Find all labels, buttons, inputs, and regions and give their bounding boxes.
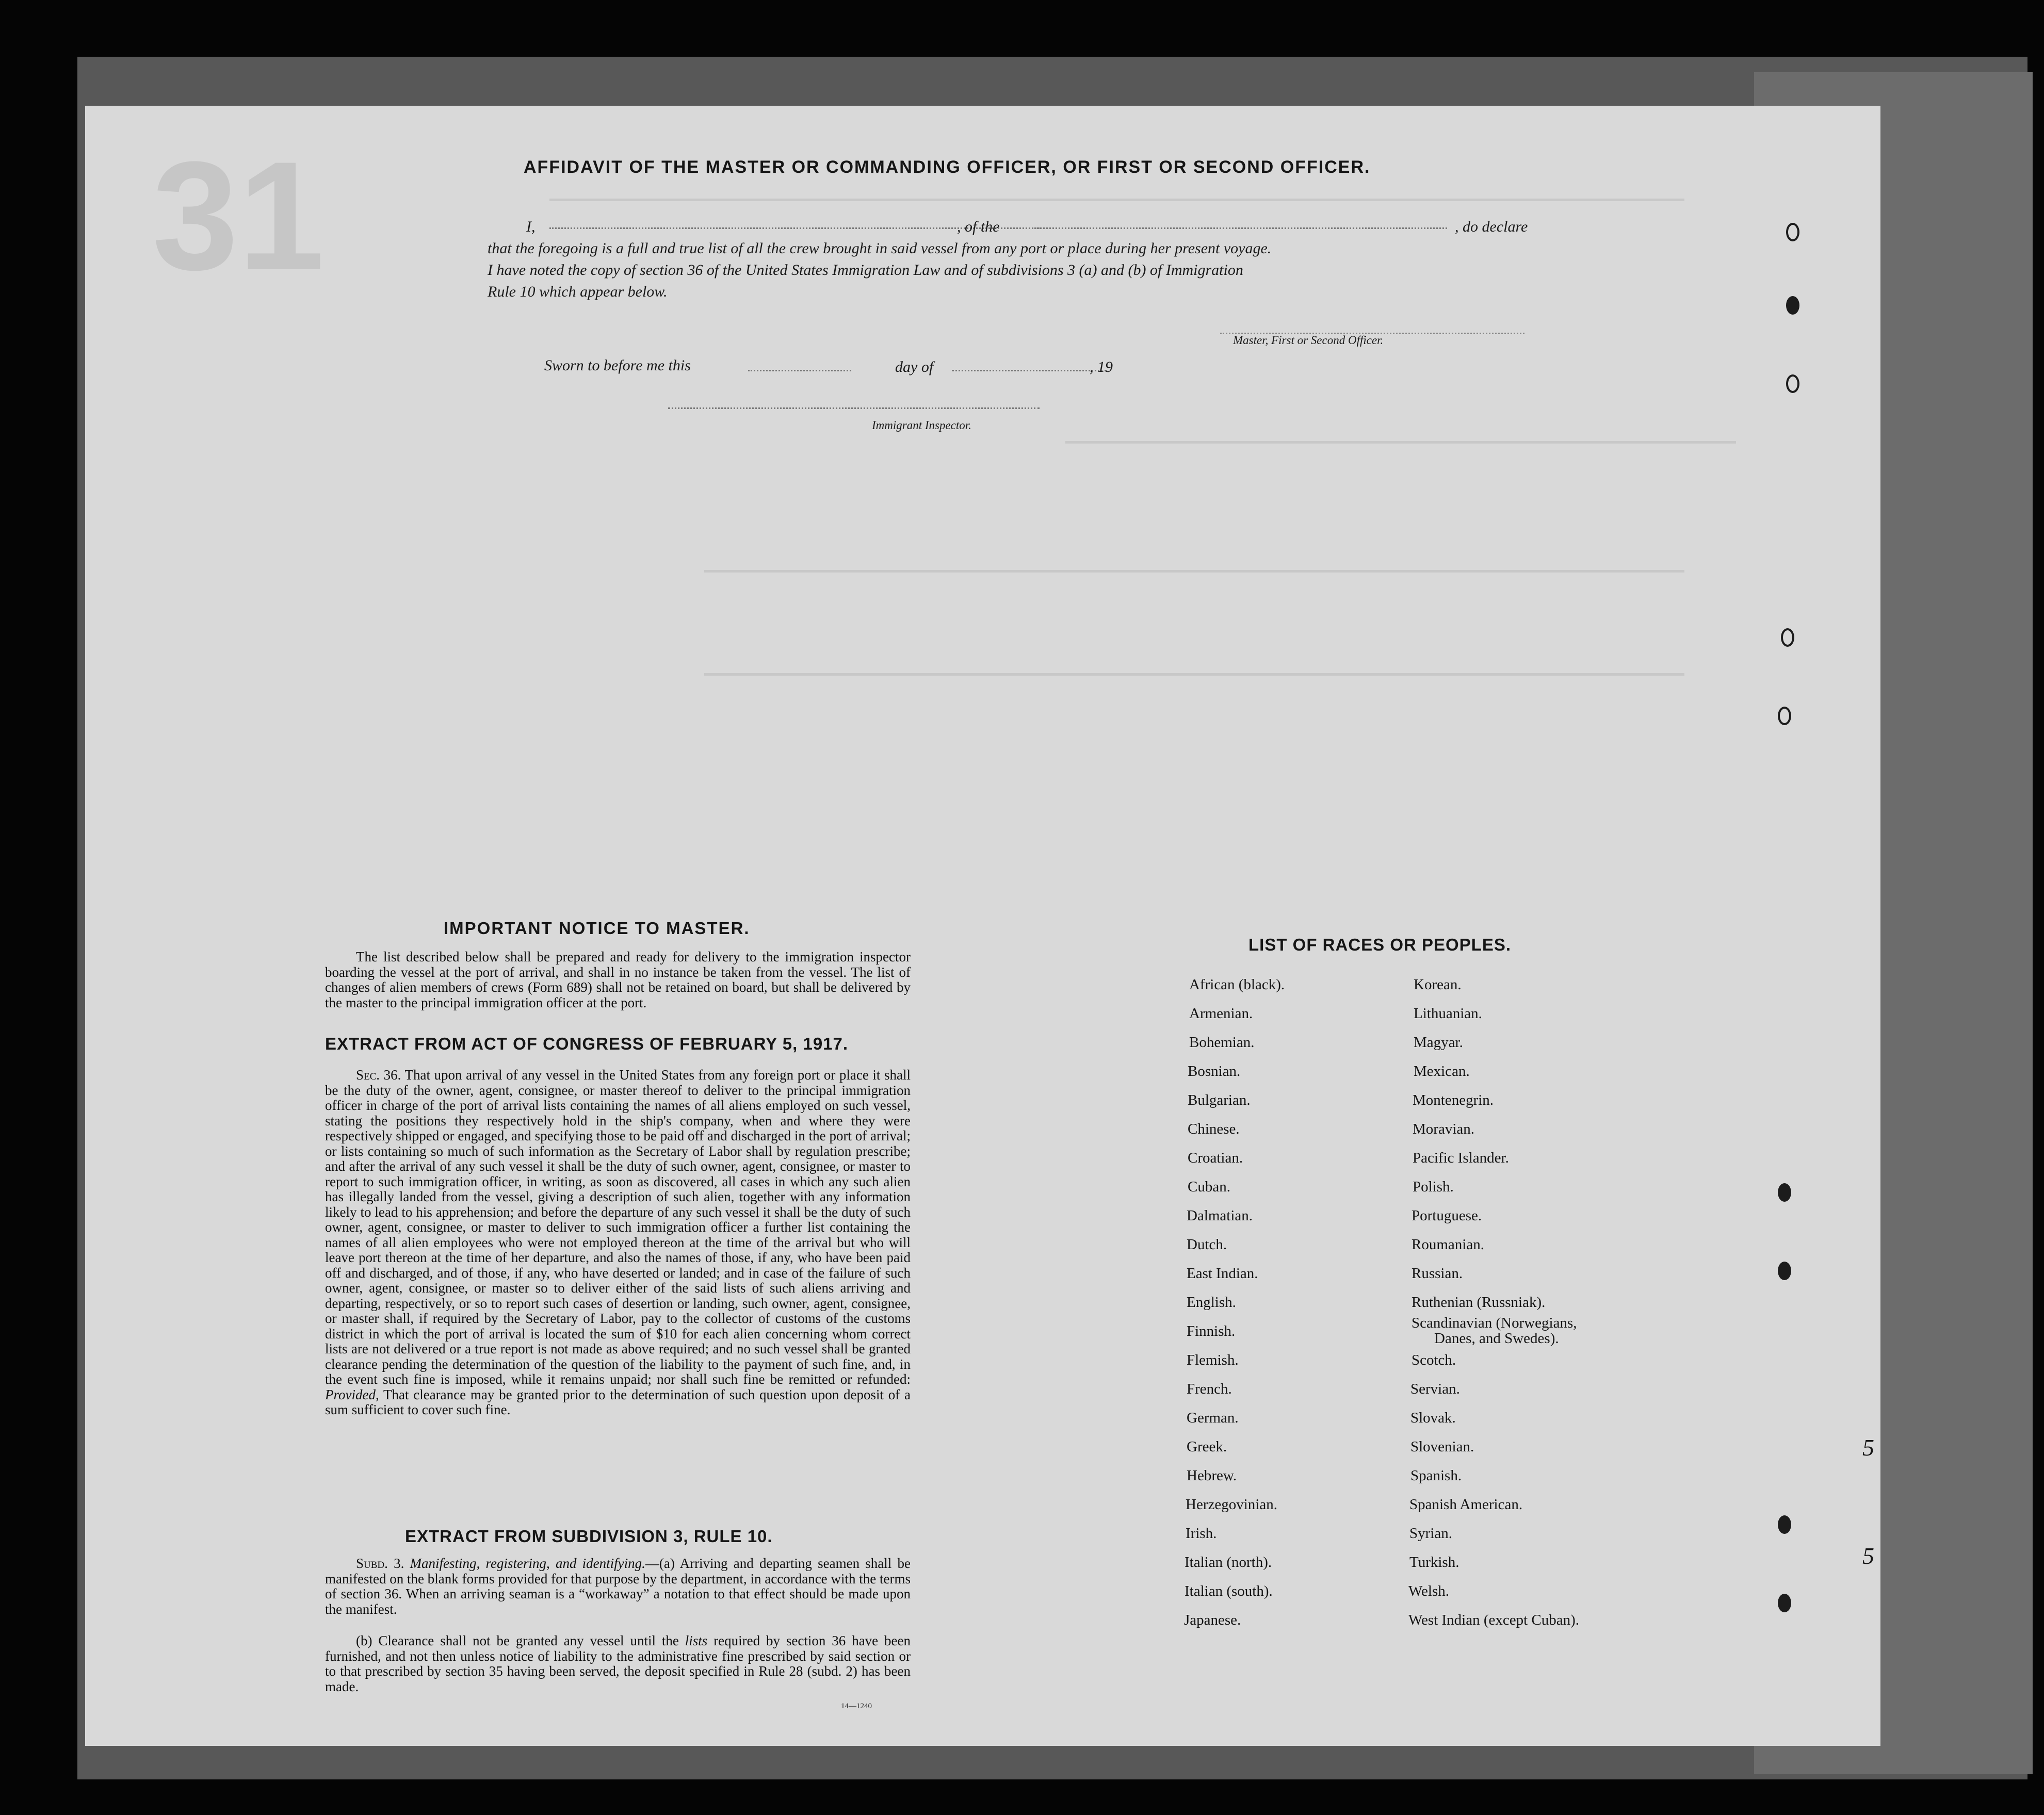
- rule-b: [325, 1633, 911, 1694]
- punch-hole-icon: [1778, 1183, 1791, 1202]
- race-item: Bosnian.: [1188, 1063, 1241, 1080]
- race-item: Magyar.: [1414, 1034, 1463, 1051]
- affidavit-do-declare: , do declare: [1455, 218, 1528, 235]
- race-item: Japanese.: [1184, 1612, 1241, 1628]
- race-item: Scandinavian (Norwegians,: [1412, 1315, 1577, 1331]
- race-item: Ruthenian (Russniak).: [1412, 1294, 1546, 1311]
- race-item: Italian (north).: [1185, 1554, 1272, 1571]
- race-item: German.: [1187, 1410, 1239, 1426]
- race-item: Cuban.: [1188, 1179, 1230, 1195]
- race-item: French.: [1187, 1381, 1232, 1397]
- punch-hole-icon: [1786, 296, 1799, 315]
- affidavit-sheet: [85, 106, 1880, 1746]
- race-item: Moravian.: [1413, 1121, 1474, 1137]
- act-tail: That clearance may be granted prior to the determination of such question upon deposit of a sum sufficient to cover such fine.: [325, 1386, 911, 1417]
- rule-title: EXTRACT FROM SUBDIVISION 3, RULE 10.: [405, 1527, 773, 1546]
- punch-hole-icon: [1778, 707, 1791, 725]
- punch-hole-icon: [1781, 628, 1794, 647]
- act-provided: Provided,: [325, 1386, 379, 1402]
- affidavit-of-the: , of the: [957, 218, 1000, 235]
- race-item: Irish.: [1186, 1525, 1217, 1542]
- race-item: Chinese.: [1188, 1121, 1240, 1137]
- inspector-label: Immigrant Inspector.: [872, 419, 971, 432]
- rule-b-pre: (b) Clearance shall not be granted any vessel until the: [356, 1633, 679, 1648]
- race-item: Syrian.: [1409, 1525, 1452, 1542]
- rule-a: [325, 1556, 911, 1617]
- race-item: East Indian.: [1187, 1265, 1258, 1282]
- race-item: Dalmatian.: [1187, 1207, 1253, 1224]
- affidavit-i: I,: [526, 218, 536, 235]
- act-text: That upon arrival of any vessel in the United States from any foreign port or place it shall be the duty of the owner, agent, consignee, or master thereof to deliver to the principal immigration officer in charge of the port of arrival lists containing the names of all aliens employed on such vessel, stating the positions they respectively hold in the ship's company, when and where they were respectively shipped or engaged, and specifying those to be paid off and discharged in the port of arrival; or lists containing so much of such information as the Secretary of Labor shall by regulation prescribe; and after the arrival of any such vessel it shall be the duty of such owner, agent, consignee, or master to report to such immigration officer, in writing, as soon as discovered, all cases in which any such alien has illegally landed from the vessel, giving a description of such alien, together with any information likely to lead to his apprehension; and before the departure of any such vessel it shall be the duty of such owner, agent, consignee, or master to deliver to such immigration officer a further list containing the names of all alien employees who were not employed thereon at the time of the arrival but who will leave port thereon at the time of her departure, and also the names of those, if any, who have been paid off and discharged, and of those, if any, who have deserted or landed; and in case of the failure of such owner, agent, consignee, or master so to deliver either of the said lists of such aliens arriving and departing, respectively, or so to report such cases of desertion or landing, such owner, agent, consignee, or master shall, if required by the Secretary of Labor, pay to the collector of customs of the customs district in which the port of arrival is located the sum of $10 for each alien concerning whom correct lists are not delivered or a true report is not made as above required; and no such vessel shall be granted clearance pending the determination of the question of the liability to the payment of such fine, and, in the event such fine is imposed, while it remains unpaid; nor shall such fine be remitted or refunded:: [325, 1067, 911, 1387]
- race-item: Finnish.: [1187, 1323, 1236, 1339]
- race-item: Croatian.: [1188, 1150, 1243, 1166]
- day-of-text: day of: [895, 358, 934, 375]
- rule-b-text: required by section 36 have been furnished, and not then unless notice of liability to the administrative fine prescribed by said section or to that prescribed by section 35 having been served, the deposit specified in Rule 28 (subd. 2) has been made.: [325, 1633, 911, 1694]
- bleed-through-line: [704, 673, 1684, 676]
- notice-body: The list described below shall be prepared and ready for delivery to the immigration inspector boarding the vessel at the port of arrival, and shall in no instance be taken from the vessel. The list of changes of alien members of crews (Form 689) shall not be retained on board, but shall be delivered by the master to the principal immigration officer at the port.: [325, 949, 911, 1010]
- race-item: Dutch.: [1187, 1236, 1227, 1253]
- race-item: Hebrew.: [1187, 1467, 1237, 1484]
- affidavit-line-1: that the foregoing is a full and true list of all the crew brought in said vessel from any port or place during her present voyage.: [488, 240, 1272, 257]
- form-number: 14—1240: [841, 1702, 872, 1710]
- race-item: Servian.: [1410, 1381, 1460, 1397]
- bleed-through-line: [549, 199, 1684, 201]
- race-item: Armenian.: [1189, 1005, 1253, 1022]
- race-item: Spanish American.: [1409, 1496, 1523, 1513]
- rule-heading: Manifesting, registering, and identifying.: [410, 1556, 645, 1571]
- sworn-day-field[interactable]: [748, 370, 851, 371]
- race-item: Lithuanian.: [1414, 1005, 1482, 1022]
- bleed-through-line: [704, 570, 1684, 573]
- race-item: Polish.: [1413, 1179, 1454, 1195]
- act-title: EXTRACT FROM ACT OF CONGRESS OF FEBRUARY 5, 1917.: [325, 1034, 849, 1053]
- race-item: Herzegovinian.: [1186, 1496, 1277, 1513]
- race-item: Korean.: [1414, 976, 1462, 993]
- race-item: Roumanian.: [1412, 1236, 1484, 1253]
- race-item: Slovak.: [1410, 1410, 1456, 1426]
- race-item: Russian.: [1412, 1265, 1463, 1282]
- race-item: African (black).: [1189, 976, 1285, 993]
- bleed-through-number: 31: [152, 129, 325, 302]
- race-item: Pacific Islander.: [1413, 1150, 1509, 1166]
- act-sec: Sec. 36.: [356, 1067, 401, 1083]
- races-title: LIST OF RACES OR PEOPLES.: [1248, 935, 1512, 954]
- race-item: Spanish.: [1410, 1467, 1462, 1484]
- race-item: Welsh.: [1408, 1583, 1450, 1599]
- rule-b-lists: lists: [685, 1633, 708, 1648]
- race-item: Montenegrin.: [1413, 1092, 1494, 1108]
- notice-title: IMPORTANT NOTICE TO MASTER.: [444, 919, 750, 938]
- punch-hole-icon: [1778, 1594, 1791, 1612]
- margin-note: 5: [1862, 1434, 1874, 1461]
- race-item: Slovenian.: [1410, 1438, 1474, 1455]
- act-body: [325, 1068, 911, 1418]
- race-item: Portuguese.: [1412, 1207, 1482, 1224]
- margin-note: 5: [1862, 1543, 1874, 1569]
- affidavit-title: AFFIDAVIT OF THE MASTER OR COMMANDING OFFICER, OR FIRST OR SECOND OFFICER.: [524, 157, 1371, 177]
- punch-hole-icon: [1778, 1262, 1791, 1280]
- bleed-through-line: [1065, 441, 1736, 444]
- punch-hole-icon: [1786, 374, 1799, 393]
- race-item: Scotch.: [1412, 1352, 1456, 1368]
- punch-hole-icon: [1778, 1515, 1791, 1534]
- race-item: Danes, and Swedes).: [1434, 1330, 1559, 1347]
- race-item: Bohemian.: [1189, 1034, 1255, 1051]
- race-item: Greek.: [1187, 1438, 1227, 1455]
- punch-hole-icon: [1786, 223, 1799, 241]
- race-item: Mexican.: [1414, 1063, 1470, 1080]
- race-item: West Indian (except Cuban).: [1408, 1612, 1580, 1628]
- master-signature-label: Master, First or Second Officer.: [1233, 334, 1384, 347]
- inspector-signature-field[interactable]: [668, 407, 1040, 409]
- race-item: Bulgarian.: [1188, 1092, 1251, 1108]
- sworn-text: Sworn to before me this: [544, 357, 691, 374]
- race-item: Flemish.: [1187, 1352, 1239, 1368]
- affidavit-line-2: I have noted the copy of section 36 of the United States Immigration Law and of subdivisions 3 (a) and (b) of Immigration: [488, 261, 1243, 279]
- race-item: Turkish.: [1409, 1554, 1459, 1571]
- affidavit-line-3: Rule 10 which appear below.: [488, 283, 668, 300]
- sworn-year: , 19: [1090, 358, 1113, 375]
- rule-subd: Subd. 3.: [356, 1556, 404, 1571]
- vessel-name-field[interactable]: [1034, 227, 1447, 229]
- rule-a-text: —(a) Arriving and departing seamen shall be manifested on the blank forms provided for that purpose by the department, in accordance with the terms of section 36. When an arriving seaman is a “workaway” a notation to that effect should be made upon the manifest.: [325, 1556, 911, 1617]
- sworn-month-field[interactable]: [952, 370, 1107, 371]
- race-item: Italian (south).: [1185, 1583, 1273, 1599]
- race-item: English.: [1187, 1294, 1236, 1311]
